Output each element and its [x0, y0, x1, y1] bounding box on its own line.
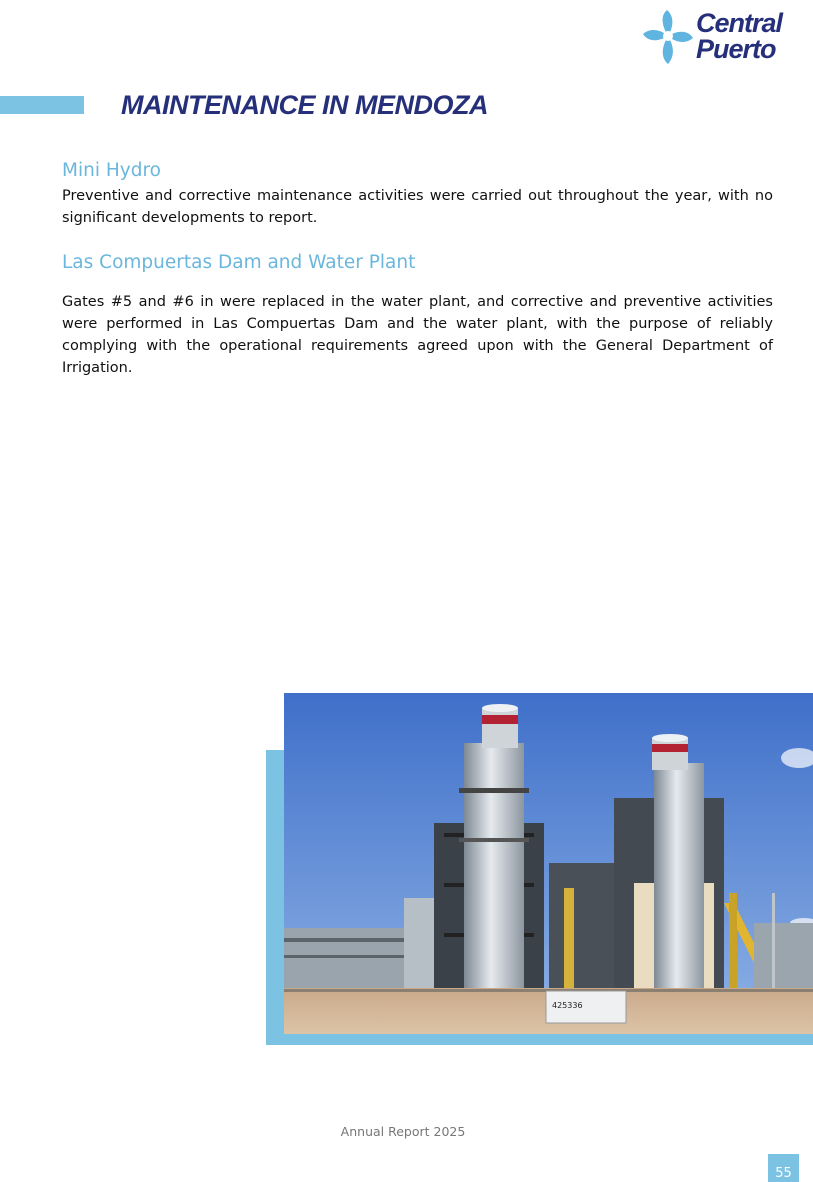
turbine-blades-icon [640, 8, 696, 68]
logo-wordmark [696, 10, 808, 62]
section-heading-las-compuertas: Las Compuertas Dam and Water Plant [62, 252, 416, 273]
container-label: 425336 [552, 1001, 583, 1010]
section-heading-mini-hydro: Mini Hydro [62, 160, 161, 181]
company-logo [640, 8, 805, 70]
logo-line-2: Puerto [696, 34, 776, 64]
power-plant-photo [284, 693, 813, 1034]
logo-line-1: Central [696, 8, 783, 38]
footer-report-label: Annual Report 2025 [340, 1124, 466, 1139]
section-body-mini-hydro: Preventive and corrective maintenance activities were carried out throughout the year, with no significant developments to report. [62, 188, 773, 226]
page-number-badge: 55 [768, 1154, 799, 1182]
title-accent-bar [0, 96, 84, 114]
section-body-las-compuertas: Gates #5 and #6 in were replaced in the water plant, and corrective and preventive activities were performed in Las Compuertas Dam and the water plant, with the purpose of reliably complying with the operational requirements agreed upon with the General Department of Irrigation. [62, 294, 773, 376]
page-title: MAINTENANCE IN MENDOZA [121, 90, 488, 120]
